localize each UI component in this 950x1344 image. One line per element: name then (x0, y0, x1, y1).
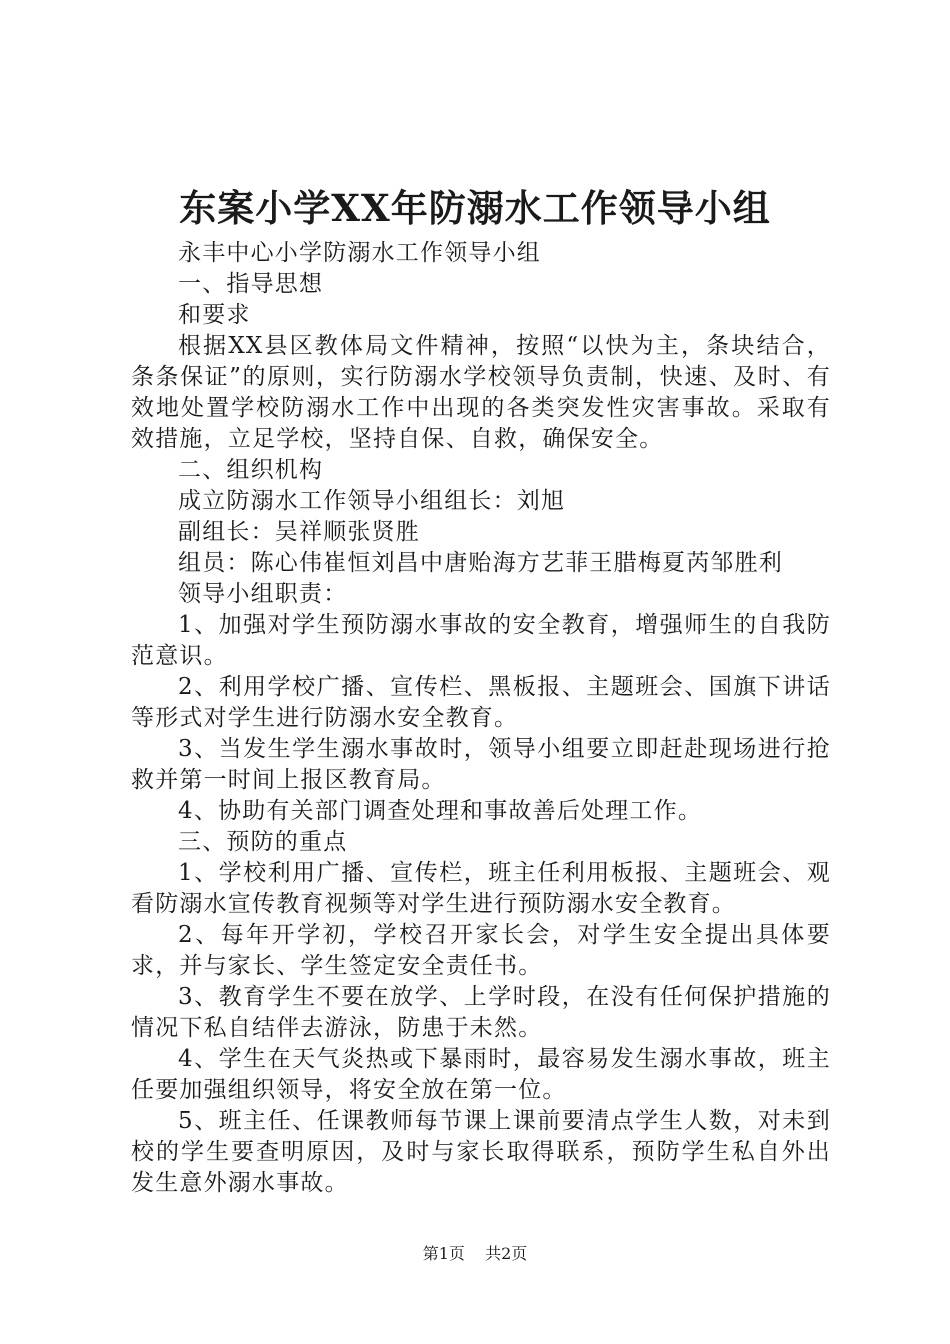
school-subtitle: 永丰中心小学防溺水工作领导小组 (178, 240, 541, 266)
prevention-item: 2、每年开学初，学校召开家长会，对学生安全提出具体要求，并与家长、学生签定安全责任书。 (131, 922, 831, 979)
deputy-leader-line: 副组长：吴祥顺张贤胜 (178, 519, 420, 545)
section-heading-prevention: 三、预防的重点 (178, 829, 348, 855)
section-heading-continuation: 和要求 (178, 302, 251, 328)
page-total: 共2页 (485, 1244, 528, 1263)
duty-item: 3、当发生学生溺水事故时，领导小组要立即赶赴现场进行抢救并第一时间上报区教育局。 (131, 736, 831, 793)
document-title: 东案小学XX年防溺水工作领导小组 (179, 186, 771, 230)
prevention-item: 4、学生在天气炎热或下暴雨时，最容易发生溺水事故，班主任要加强组织领导，将安全放在第一位。 (131, 1046, 831, 1103)
members-line: 组员：陈心伟崔恒刘昌中唐贻海方艺菲王腊梅夏芮邹胜利 (178, 550, 783, 576)
prevention-item: 5、班主任、任课教师每节课上课前要清点学生人数，对未到校的学生要查明原因，及时与家长取得联系，预防学生私自外出发生意外溺水事故。 (131, 1108, 831, 1196)
paragraph-basis: 根据XX县区教体局文件精神，按照“以快为主，条块结合，条条保证”的原则，实行防溺水学校领导负责制，快速、及时、有效地处置学校防溺水工作中出现的各类突发性灾害事故。采取有效措施，立足学校，坚持自保、自救，确保安全。 (131, 333, 831, 452)
leader-line: 成立防溺水工作领导小组组长：刘旭 (178, 488, 566, 514)
page-footer (0, 1243, 950, 1265)
prevention-item: 1、学校利用广播、宣传栏，班主任利用板报、主题班会、观看防溺水宣传教育视频等对学生进行预防溺水安全教育。 (131, 860, 831, 917)
prevention-item: 3、教育学生不要在放学、上学时段，在没有任何保护措施的情况下私自结伴去游泳，防患于未然。 (131, 984, 831, 1041)
duty-item: 2、利用学校广播、宣传栏、黑板报、主题班会、国旗下讲话等形式对学生进行防溺水安全教育。 (131, 674, 831, 731)
document-body (131, 238, 831, 1199)
section-heading-guiding-idea: 一、指导思想 (178, 271, 324, 297)
page-number: 第1页 (422, 1244, 465, 1263)
duty-item: 4、协助有关部门调查处理和事故善后处理工作。 (178, 798, 703, 824)
section-heading-organization: 二、组织机构 (178, 457, 324, 483)
duties-heading: 领导小组职责： (178, 581, 348, 607)
duty-item: 1、加强对学生预防溺水事故的安全教育，增强师生的自我防范意识。 (131, 612, 831, 669)
